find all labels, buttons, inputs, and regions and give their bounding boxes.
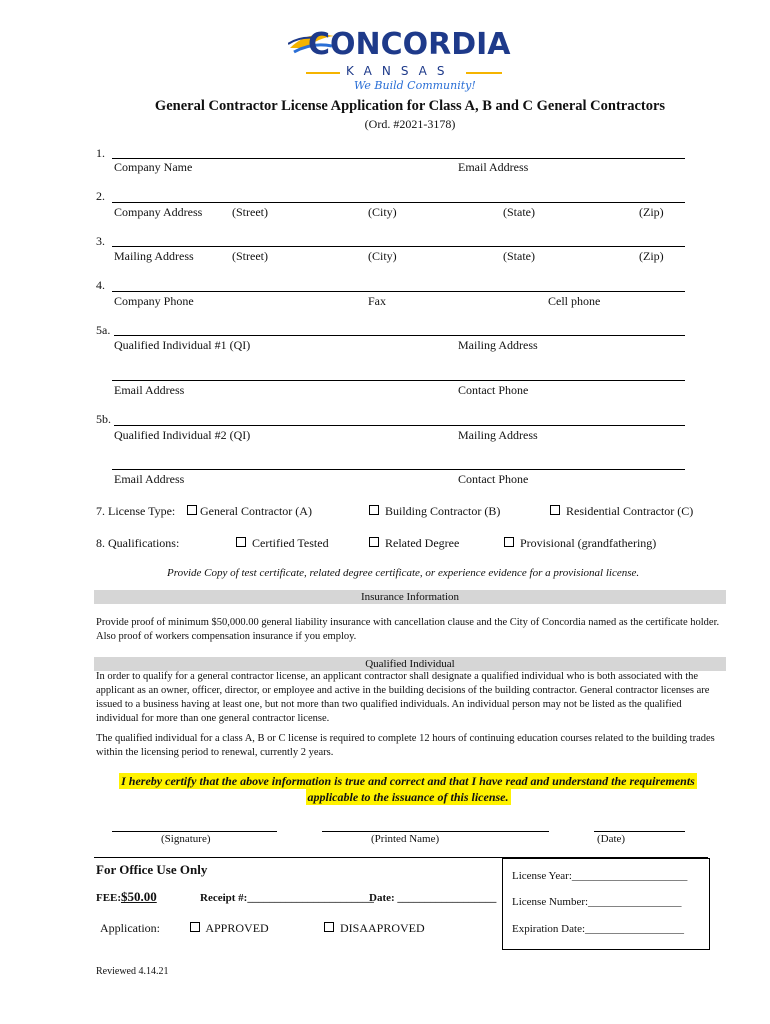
provide-copy-note: Provide Copy of test certificate, related degree certificate, or experience evidence for a provisional license. [167, 567, 640, 579]
item-number-3: 3. [96, 234, 105, 248]
checkbox-icon[interactable] [369, 537, 379, 547]
checkbox-icon[interactable] [550, 505, 560, 515]
checkbox-icon[interactable] [187, 505, 197, 515]
signature-line[interactable] [112, 831, 277, 832]
item-number-4: 4. [96, 278, 105, 292]
checkbox-icon[interactable] [369, 505, 379, 515]
printed-name-label: (Printed Name) [371, 833, 440, 845]
signature-label: (Signature) [161, 833, 211, 845]
state-label: (State) [503, 249, 535, 263]
license-option-c[interactable]: Residential Contractor (C) [550, 504, 693, 519]
application-label: Application: [100, 921, 160, 935]
checkbox-icon[interactable] [324, 922, 334, 932]
mailing-address-line[interactable] [112, 246, 685, 247]
state-label: (State) [503, 205, 535, 219]
page-title: General Contractor License Application for Class A, B and C General Contractors [154, 98, 666, 114]
street-label: (Street) [232, 249, 268, 263]
approved-option[interactable]: APPROVED [190, 921, 269, 936]
city-label: (City) [368, 249, 397, 263]
logo-tagline: We Build Community! [354, 79, 476, 92]
printed-name-line[interactable] [322, 831, 549, 832]
checkbox-icon[interactable] [236, 537, 246, 547]
city-label: (City) [368, 205, 397, 219]
license-option-a[interactable]: General Contractor (A) [187, 504, 312, 519]
certification-statement: I hereby certify that the above information is true and correct and that I have read and understand the requirements applicable to the issuance of this license. [121, 774, 695, 804]
checkbox-icon[interactable] [190, 922, 200, 932]
qi2-mailing-label: Mailing Address [458, 428, 538, 442]
expiration-date-field[interactable]: Expiration Date:__________________ [512, 923, 685, 935]
logo-state: KANSAS [346, 64, 455, 78]
zip-label: (Zip) [639, 249, 664, 263]
ordinance-number: (Ord. #2021-3178) [364, 117, 456, 131]
qualification-degree[interactable]: Related Degree [369, 536, 459, 551]
qi2-email-line[interactable] [112, 469, 685, 470]
license-number-field[interactable]: License Number:_________________ [512, 896, 682, 908]
company-phone-label: Company Phone [114, 294, 194, 308]
license-option-b[interactable]: Building Contractor (B) [369, 504, 500, 519]
qi1-mailing-label: Mailing Address [458, 338, 538, 352]
license-year-field[interactable]: License Year:_____________________ [512, 870, 688, 882]
item-number-5a: 5a. [96, 323, 111, 337]
qi2-email-label: Email Address [114, 472, 185, 486]
company-name-label: Company Name [114, 160, 193, 174]
company-address-label: Company Address [114, 205, 203, 219]
qualification-certified[interactable]: Certified Tested [236, 536, 329, 551]
receipt-field[interactable]: Receipt #:_______________________ [200, 892, 374, 904]
qi1-email-line[interactable] [112, 380, 685, 381]
qi1-contact-phone-label: Contact Phone [458, 383, 529, 397]
email-address-label: Email Address [458, 160, 529, 174]
street-label: (Street) [232, 205, 268, 219]
checkbox-icon[interactable] [504, 537, 514, 547]
insurance-header: Insurance Information [94, 590, 726, 604]
fee-value: $50.00 [121, 889, 157, 904]
qualifications-label: 8. Qualifications: [96, 536, 180, 550]
continuing-education-text: The qualified individual for a class A, B or C license is required to complete 12 hours of continuing education courses related to the building trades within the licensing period to renewal, currently 2 years. [96, 733, 715, 758]
reviewed-date: Reviewed 4.14.21 [96, 966, 169, 977]
company-phone-line[interactable] [112, 291, 685, 292]
qi2-line[interactable] [114, 425, 685, 426]
cell-phone-label: Cell phone [548, 294, 601, 308]
license-type-label: 7. License Type: [96, 504, 176, 518]
qualified-individual-header: Qualified Individual [94, 657, 726, 671]
qi2-label: Qualified Individual #2 (QI) [114, 428, 251, 442]
qi2-contact-phone-label: Contact Phone [458, 472, 529, 486]
date-line[interactable] [594, 831, 685, 832]
qualified-individual-text: In order to qualify for a general contractor license, an applicant contractor shall designate a qualified individual who is both associated with the applicant as an owner, officer, director, or employee and active in the building decisions of the building contractor. General contractor licenses are issued to a business having at least one, but not more than two qualified individuals. An individual person may not be listed as the qualified individual for more than one general contractor license. [96, 671, 710, 724]
date-label: (Date) [597, 833, 626, 845]
qi1-email-label: Email Address [114, 383, 185, 397]
logo-wordmark: CONCORDIA [308, 27, 511, 62]
insurance-text: Provide proof of minimum $50,000.00 general liability insurance with cancellation clause and the City of Concordia named as the certificate holder. Also proof of workers compensation insurance if you employ. [96, 617, 720, 642]
company-address-line[interactable] [112, 202, 685, 203]
item-number-5b: 5b. [96, 412, 111, 426]
office-use-heading: For Office Use Only [96, 862, 208, 877]
qi1-line[interactable] [114, 335, 685, 336]
fax-label: Fax [368, 294, 386, 308]
disapproved-option[interactable]: DISAAPROVED [324, 921, 425, 936]
qualification-provisional[interactable]: Provisional (grandfathering) [504, 536, 656, 551]
item-number-1: 1. [96, 146, 105, 160]
office-date-field[interactable]: Date: __________________ [369, 892, 497, 904]
item-number-2: 2. [96, 189, 105, 203]
fee-label: FEE: [96, 892, 122, 904]
zip-label: (Zip) [639, 205, 664, 219]
concordia-logo [288, 22, 510, 98]
company-name-line[interactable] [112, 158, 685, 159]
qi1-label: Qualified Individual #1 (QI) [114, 338, 251, 352]
mailing-address-label: Mailing Address [114, 249, 194, 263]
